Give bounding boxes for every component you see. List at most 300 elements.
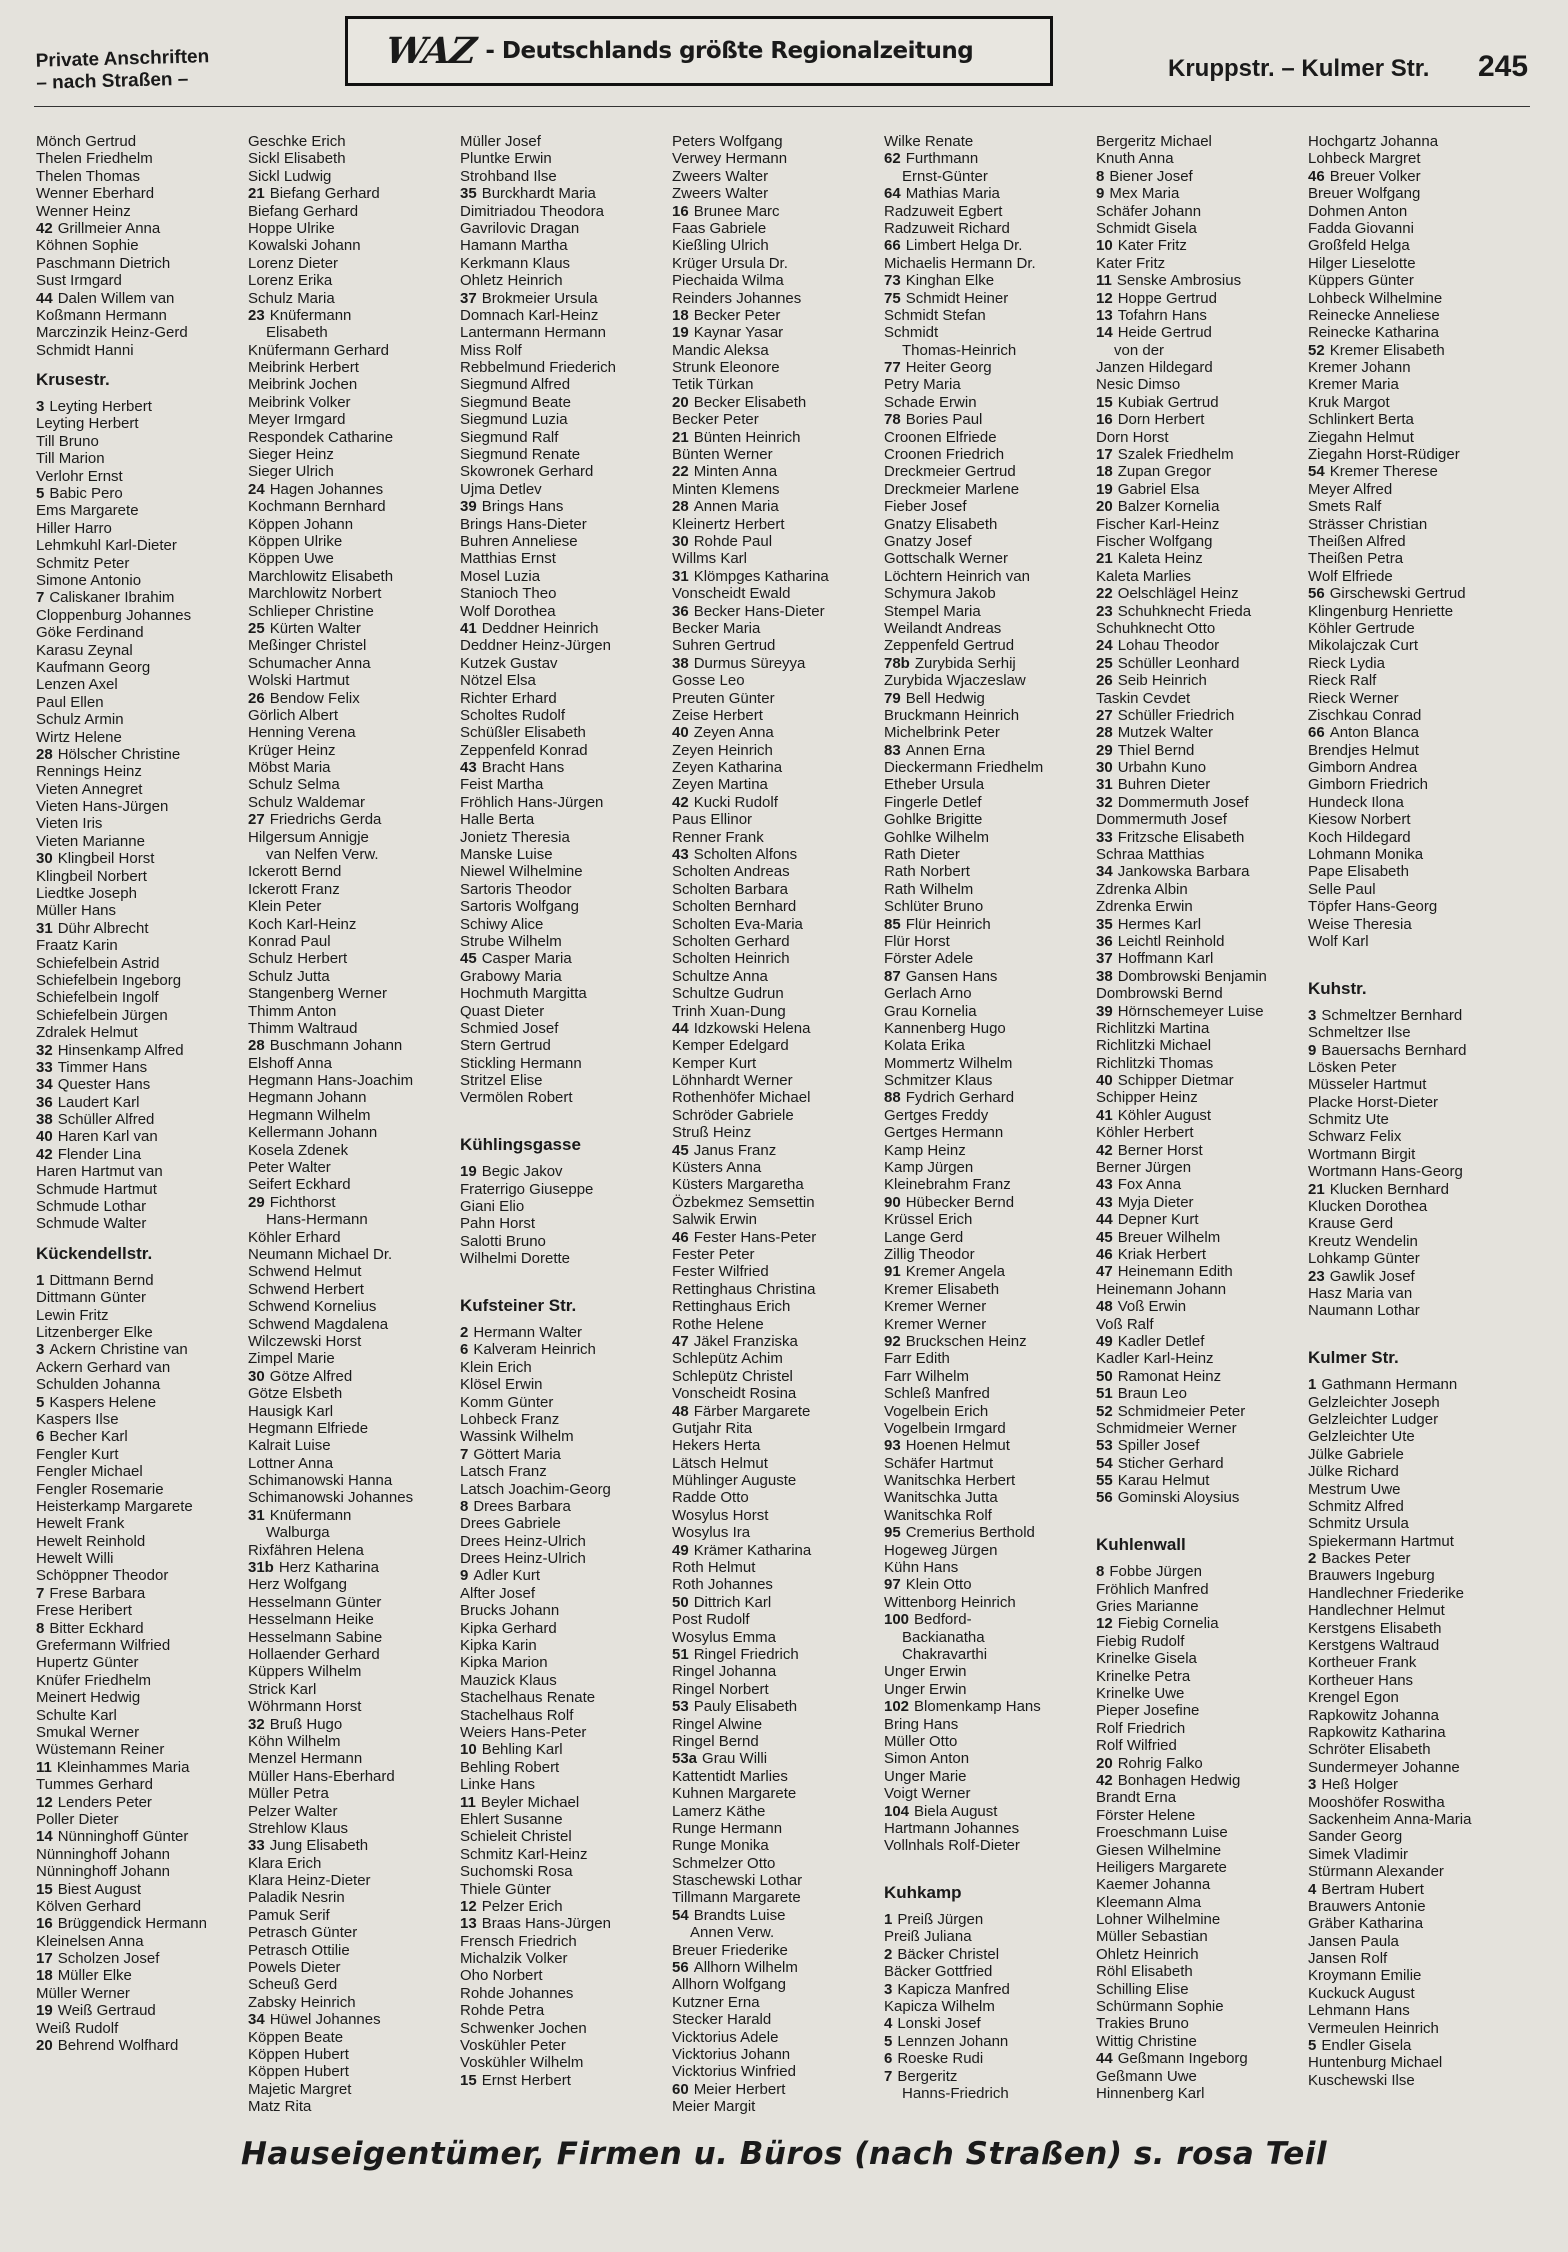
resident-name: Rettinghaus Christina [672, 1280, 816, 1298]
resident-name: Durmus Süreyya [693, 654, 806, 672]
resident-name: Becker Peter [693, 306, 781, 324]
resident-name: Knüfermann [269, 306, 352, 324]
resident-name: Lonski Josef [897, 2015, 981, 2033]
resident-name: Trinh Xuan-Dung [672, 1002, 786, 1020]
resident-name: Walburga [266, 1524, 330, 1542]
resident-entry [1096, 1981, 1308, 1998]
resident-entry [248, 1803, 460, 1820]
resident-name: Weise Theresia [1308, 915, 1412, 933]
house-number: 20 [672, 393, 689, 411]
resident-name: Kannenberg Hugo [884, 1019, 1006, 1037]
resident-entry [1308, 585, 1520, 602]
resident-name: Strube Wilhelm [460, 932, 562, 950]
resident-entry [884, 1472, 1096, 1489]
resident-entry [884, 1716, 1096, 1733]
resident-entry [1096, 1650, 1308, 1667]
resident-entry [672, 1316, 884, 1333]
resident-entry [672, 1437, 884, 1454]
resident-name: Schlepütz Achim [672, 1350, 783, 1368]
resident-name: Knüfermann Gerhard [248, 341, 389, 359]
resident-entry [884, 1524, 1096, 1541]
resident-entry [460, 1394, 672, 1411]
resident-name: Wanitschka Herbert [884, 1472, 1016, 1490]
resident-name: Becker Peter [672, 411, 759, 429]
resident-entry [36, 989, 248, 1006]
house-number: 42 [672, 793, 689, 811]
resident-name: Becker Hans-Dieter [693, 602, 825, 620]
resident-entry [36, 850, 248, 867]
resident-entry [884, 237, 1096, 254]
resident-entry [1308, 290, 1520, 307]
resident-entry [672, 272, 884, 289]
resident-name: Hinsenkamp Alfred [57, 1041, 184, 1059]
resident-entry [460, 1341, 672, 1358]
resident-entry [1308, 1394, 1520, 1411]
resident-entry [36, 1341, 248, 1358]
house-number: 24 [248, 480, 265, 498]
resident-name: Bünten Heinrich [693, 428, 801, 446]
house-number: 46 [672, 1228, 689, 1246]
resident-name: Allhorn Wilhelm [693, 1959, 798, 1977]
resident-name: Konrad Paul [248, 932, 331, 950]
resident-entry [248, 1089, 460, 1106]
resident-entry [36, 1585, 248, 1602]
house-number: 18 [672, 306, 689, 324]
resident-entry [884, 1229, 1096, 1246]
resident-name: Niewel Wilhelmine [460, 863, 583, 881]
resident-entry [884, 394, 1096, 411]
resident-name: Quast Dieter [460, 1002, 545, 1020]
resident-name: Dittrich Karl [693, 1593, 772, 1611]
resident-entry [460, 1828, 672, 1845]
resident-name: Koßmann Hermann [36, 306, 167, 324]
resident-name: Struß Heinz [672, 1124, 752, 1142]
resident-name: Zurybida Wjaczeslaw [884, 672, 1026, 690]
resident-name: Behrend Wolfhard [57, 2037, 179, 2055]
resident-name: Rieck Lydia [1308, 654, 1385, 672]
resident-entry [884, 1837, 1096, 1854]
resident-name: Klingbeil Horst [57, 850, 155, 868]
resident-name: Huntenburg Michael [1308, 2054, 1443, 2072]
resident-name: Gominski Aloysius [1117, 1489, 1240, 1507]
resident-name: Fichthorst [269, 1193, 336, 1211]
resident-name: Klömpges Katharina [693, 567, 829, 585]
spacer [1308, 1320, 1520, 1337]
resident-name: Endler Gisela [1321, 2037, 1412, 2055]
resident-entry [1308, 1550, 1520, 1567]
resident-name: Hübecker Bernd [905, 1193, 1015, 1211]
resident-name: Thimm Anton [248, 1002, 337, 1020]
resident-entry [884, 724, 1096, 741]
resident-entry [1308, 394, 1520, 411]
resident-name: Götze Elsbeth [248, 1385, 343, 1403]
resident-entry [1096, 707, 1308, 724]
resident-entry [460, 1359, 672, 1376]
resident-name: Seib Heinrich [1117, 672, 1207, 690]
resident-name: Köhnen Sophie [36, 237, 139, 255]
resident-entry [1308, 620, 1520, 637]
house-number: 2 [884, 1945, 893, 1963]
resident-name: Becher Karl [49, 1428, 128, 1446]
resident-name: Ringel Norbert [672, 1680, 769, 1698]
resident-entry [248, 1368, 460, 1385]
resident-name: Buhren Anneliese [460, 532, 578, 550]
resident-name: Kalrait Luise [248, 1437, 331, 1455]
resident-name: Jäkel Franziska [693, 1332, 798, 1350]
resident-entry [460, 724, 672, 741]
house-number: 49 [672, 1541, 689, 1559]
resident-name: Fischer Wolfgang [1096, 532, 1213, 550]
resident-entry [1096, 394, 1308, 411]
resident-name: Caliskaner Ibrahim [49, 589, 175, 607]
resident-entry [460, 776, 672, 793]
resident-name: Ohletz Heinrich [1096, 1945, 1199, 1963]
resident-entry [1308, 272, 1520, 289]
resident-entry [672, 220, 884, 237]
resident-entry [36, 1024, 248, 1041]
resident-entry [36, 694, 248, 711]
resident-name: Gawlik Josef [1329, 1267, 1415, 1285]
resident-name: Biela August [914, 1802, 998, 1820]
resident-entry [1096, 759, 1308, 776]
resident-name: Zeyen Katharina [672, 759, 783, 777]
resident-name: Kater Fritz [1117, 237, 1187, 255]
resident-name: Laudert Karl [57, 1093, 140, 1111]
resident-name: Gansen Hans [905, 967, 998, 985]
resident-name: Fraatz Karin [36, 937, 118, 955]
resident-name: Dohmen Anton [1308, 202, 1408, 220]
resident-entry [460, 1776, 672, 1793]
resident-name: Kriak Herbert [1117, 1246, 1207, 1263]
resident-name: Majetic Margret [248, 2080, 352, 2098]
resident-entry [248, 2011, 460, 2028]
resident-entry [248, 655, 460, 672]
resident-name: Götze Alfred [269, 1367, 353, 1385]
column-2 [248, 133, 460, 2133]
resident-name: Stickling Hermann [460, 1054, 582, 1072]
resident-entry [36, 1481, 248, 1498]
resident-entry [1308, 794, 1520, 811]
resident-entry [1308, 429, 1520, 446]
resident-entry [36, 1007, 248, 1024]
resident-entry [248, 759, 460, 776]
resident-entry [460, 376, 672, 393]
resident-name: Göke Ferdinand [36, 624, 144, 642]
resident-name: Küsters Anna [672, 1159, 762, 1177]
resident-name: Fengler Michael [36, 1463, 143, 1481]
house-number: 17 [1096, 446, 1113, 464]
resident-entry [1308, 1428, 1520, 1445]
resident-name: Weiß Gertraud [57, 2002, 156, 2020]
resident-entry [248, 2063, 460, 2080]
resident-entry [1096, 237, 1308, 254]
resident-name: Drees Barbara [473, 1497, 571, 1515]
resident-name: Lorenz Dieter [248, 254, 339, 272]
resident-name: Verwey Hermann [672, 150, 788, 168]
resident-name: Breuer Friederike [672, 1941, 788, 1959]
resident-entry [1308, 307, 1520, 324]
resident-name: Hilger Lieselotte [1308, 254, 1416, 272]
section-label-line-2: – nach Straßen – [36, 68, 189, 94]
resident-entry [1096, 985, 1308, 1002]
house-number: 27 [248, 811, 265, 829]
resident-entry [1096, 1946, 1308, 1963]
resident-name: Pape Elisabeth [1308, 863, 1409, 881]
resident-entry [1308, 1950, 1520, 1967]
resident-entry [1096, 1720, 1308, 1737]
resident-name: Wolf Karl [1308, 932, 1369, 950]
resident-entry [248, 1455, 460, 1472]
resident-entry [884, 1820, 1096, 1837]
resident-name: Rettinghaus Erich [672, 1298, 791, 1316]
house-number: 7 [36, 1584, 45, 1602]
resident-name: Fengler Kurt [36, 1445, 119, 1463]
resident-name: Gelzleichter Joseph [1308, 1393, 1440, 1411]
resident-entry [36, 502, 248, 519]
house-number: 102 [884, 1698, 910, 1716]
house-number: 31 [36, 919, 53, 937]
resident-name: Löchtern Heinrich van [884, 567, 1030, 585]
resident-name: Ringel Alwine [672, 1715, 763, 1733]
resident-name: Köppen Hubert [248, 2063, 349, 2081]
resident-name: Piechaida Wilma [672, 272, 784, 290]
resident-entry [884, 272, 1096, 289]
resident-entry [1308, 150, 1520, 167]
house-number: 16 [672, 202, 689, 220]
resident-name: Lantermann Hermann [460, 324, 606, 342]
resident-entry [672, 307, 884, 324]
resident-entry [672, 794, 884, 811]
house-number: 3 [1308, 1006, 1317, 1024]
resident-name: Bendow Felix [269, 689, 360, 707]
resident-name: Schwend Herbert [248, 1280, 364, 1298]
resident-name: Nötzel Elsa [460, 672, 536, 690]
newspaper-banner [345, 16, 1053, 86]
resident-name: Roth Johannes [672, 1576, 773, 1594]
resident-name: Lewin Fritz [36, 1306, 109, 1324]
resident-name: Nesic Dimso [1096, 376, 1181, 394]
house-number: 1 [36, 1271, 45, 1289]
resident-name: Rohde Petra [460, 2002, 545, 2020]
resident-name: Rohrig Falko [1117, 1754, 1203, 1772]
resident-entry [884, 1072, 1096, 1089]
resident-entry [672, 1663, 884, 1680]
resident-entry [248, 1403, 460, 1420]
resident-name: Wilczewski Horst [248, 1332, 362, 1350]
resident-entry [248, 585, 460, 602]
house-number: 88 [884, 1089, 901, 1107]
resident-entry [36, 1111, 248, 1128]
resident-entry [672, 829, 884, 846]
resident-entry [1096, 968, 1308, 985]
resident-name: Hegmann Hans-Joachim [248, 1072, 414, 1090]
resident-name: Liedtke Joseph [36, 885, 137, 903]
house-number: 15 [460, 2071, 477, 2089]
resident-entry [248, 1646, 460, 1663]
resident-name: Kolata Erika [884, 1037, 965, 1055]
resident-name: Scholten Alfons [693, 846, 798, 864]
resident-entry [248, 1072, 460, 1089]
resident-name: Hewelt Reinhold [36, 1532, 146, 1550]
resident-entry [672, 342, 884, 359]
house-number: 44 [1096, 2050, 1113, 2068]
resident-name: Geßmann Ingeborg [1117, 2050, 1248, 2068]
house-number: 50 [672, 1593, 689, 1611]
resident-name: Scholtes Rudolf [460, 706, 566, 724]
resident-entry [1308, 359, 1520, 376]
resident-entry [672, 1698, 884, 1715]
resident-name: Schmude Hartmut [36, 1180, 157, 1198]
resident-entry [460, 968, 672, 985]
house-number: 38 [36, 1111, 53, 1129]
house-number: 20 [1096, 498, 1113, 516]
resident-name: Kalveram Heinrich [473, 1341, 596, 1359]
resident-name: Nünninghoff Günter [57, 1828, 189, 1846]
resident-entry [460, 846, 672, 863]
resident-name: Anton Blanca [1329, 724, 1419, 742]
resident-name: Kortheuer Frank [1308, 1654, 1417, 1672]
resident-entry [1308, 1933, 1520, 1950]
street-heading: Kuhstr. [1308, 978, 1367, 998]
resident-name: Idzkowski Helena [693, 1019, 811, 1037]
resident-entry [248, 1003, 460, 1020]
resident-entry [36, 450, 248, 467]
resident-entry [1308, 1376, 1520, 1393]
house-number: 78 [884, 411, 901, 429]
resident-name: Kleinhammes Maria [56, 1758, 190, 1776]
resident-name: Schröder Gabriele [672, 1106, 794, 1124]
resident-entry [1308, 933, 1520, 950]
resident-name: Till Marion [36, 450, 105, 468]
resident-entry [248, 1298, 460, 1315]
resident-entry [248, 568, 460, 585]
resident-name: Fester Peter [672, 1246, 755, 1263]
resident-name: Bruckmann Heinrich [884, 706, 1020, 724]
resident-entry [1308, 1163, 1520, 1180]
resident-name: Müller Werner [36, 1984, 130, 2002]
resident-name: Cremerius Berthold [905, 1524, 1035, 1542]
resident-entry [1096, 1472, 1308, 1489]
resident-name: Scholten Bernhard [672, 898, 797, 916]
resident-entry [36, 1637, 248, 1654]
resident-entry [884, 1911, 1096, 1928]
house-number: 29 [1096, 741, 1113, 759]
resident-entry [460, 1198, 672, 1215]
resident-name: Wosylus Ira [672, 1524, 751, 1542]
house-number: 36 [672, 602, 689, 620]
resident-entry [672, 1976, 884, 1993]
resident-entry [36, 1359, 248, 1376]
resident-name: Salotti Bruno [460, 1232, 546, 1250]
resident-entry [36, 659, 248, 676]
resident-entry [1096, 1633, 1308, 1650]
resident-name: Schwarz Felix [1308, 1128, 1402, 1146]
resident-entry [248, 1872, 460, 1889]
resident-name: Krüssel Erich [884, 1211, 973, 1229]
resident-name: Wanitschka Rolf [884, 1506, 992, 1524]
resident-name: Vieten Iris [36, 815, 103, 833]
resident-name: Kürten Walter [269, 619, 361, 637]
resident-entry [36, 1446, 248, 1463]
resident-entry [672, 1020, 884, 1037]
resident-entry-continuation [884, 2085, 1096, 2102]
resident-name: Strick Karl [248, 1680, 317, 1698]
resident-entry [1308, 690, 1520, 707]
resident-entry [248, 359, 460, 376]
resident-entry [248, 1437, 460, 1454]
resident-name: Vicktorius Johann [672, 2045, 791, 2063]
resident-name: Mommertz Wilhelm [884, 1054, 1013, 1072]
resident-entry [884, 2015, 1096, 2032]
resident-name: Hollaender Gerhard [248, 1645, 380, 1663]
resident-name: Hekers Herta [672, 1437, 761, 1455]
resident-entry [672, 1837, 884, 1854]
resident-name: Schlinkert Berta [1308, 411, 1414, 429]
resident-name: Kipka Gerhard [460, 1619, 557, 1637]
resident-name: Tofahrn Hans [1117, 306, 1207, 324]
resident-name: Fischer Karl-Heinz [1096, 515, 1220, 533]
resident-name: Köppen Ulrike [248, 532, 343, 550]
resident-name: Grau Willi [702, 1750, 768, 1768]
resident-name: Özbekmez Semsettin [672, 1193, 815, 1211]
resident-entry [460, 2002, 672, 2019]
resident-entry [672, 707, 884, 724]
resident-name: Mestrum Uwe [1308, 1480, 1401, 1498]
house-number: 41 [460, 619, 477, 637]
resident-entry [36, 307, 248, 324]
resident-entry [1308, 1602, 1520, 1619]
resident-entry [1096, 481, 1308, 498]
resident-entry [672, 533, 884, 550]
resident-name: Hewelt Willi [36, 1550, 114, 1568]
resident-name: Scholten Heinrich [672, 950, 790, 968]
resident-name: Lohbeck Margret [1308, 150, 1421, 168]
resident-entry [884, 655, 1096, 672]
resident-name: Stürmann Alexander [1308, 1863, 1444, 1881]
resident-name: Klingenburg Henriette [1308, 602, 1454, 620]
resident-name: Bell Hedwig [905, 689, 985, 707]
house-number: 31 [672, 567, 689, 585]
resident-entry [460, 1898, 672, 1915]
resident-entry [884, 1385, 1096, 1402]
resident-entry [1308, 707, 1520, 724]
resident-name: Seifert Eckhard [248, 1176, 351, 1194]
resident-entry [1308, 1042, 1520, 1059]
resident-entry [460, 133, 672, 150]
resident-name: Ackern Christine van [49, 1341, 188, 1359]
resident-name: Minten Anna [693, 463, 778, 481]
resident-entry [1096, 620, 1308, 637]
resident-entry [36, 972, 248, 989]
house-number: 93 [884, 1437, 901, 1455]
resident-entry-continuation [248, 846, 460, 863]
resident-entry [884, 1698, 1096, 1715]
resident-name: Kadler Detlef [1117, 1332, 1205, 1350]
resident-name: Dittmann Bernd [49, 1271, 154, 1289]
resident-entry [1096, 1003, 1308, 1020]
resident-name: Bertram Hubert [1321, 1880, 1424, 1898]
resident-name: Powels Dieter [248, 1959, 341, 1977]
resident-entry [1096, 359, 1308, 376]
resident-name: Hölscher Christine [57, 745, 181, 763]
resident-entry [672, 1089, 884, 1106]
resident-entry [460, 1759, 672, 1776]
resident-name: Kortheuer Hans [1308, 1671, 1414, 1689]
resident-entry [672, 811, 884, 828]
resident-entry [1308, 603, 1520, 620]
resident-name: Schlüter Bruno [884, 898, 984, 916]
resident-name: Preiß Juliana [884, 1928, 972, 1946]
